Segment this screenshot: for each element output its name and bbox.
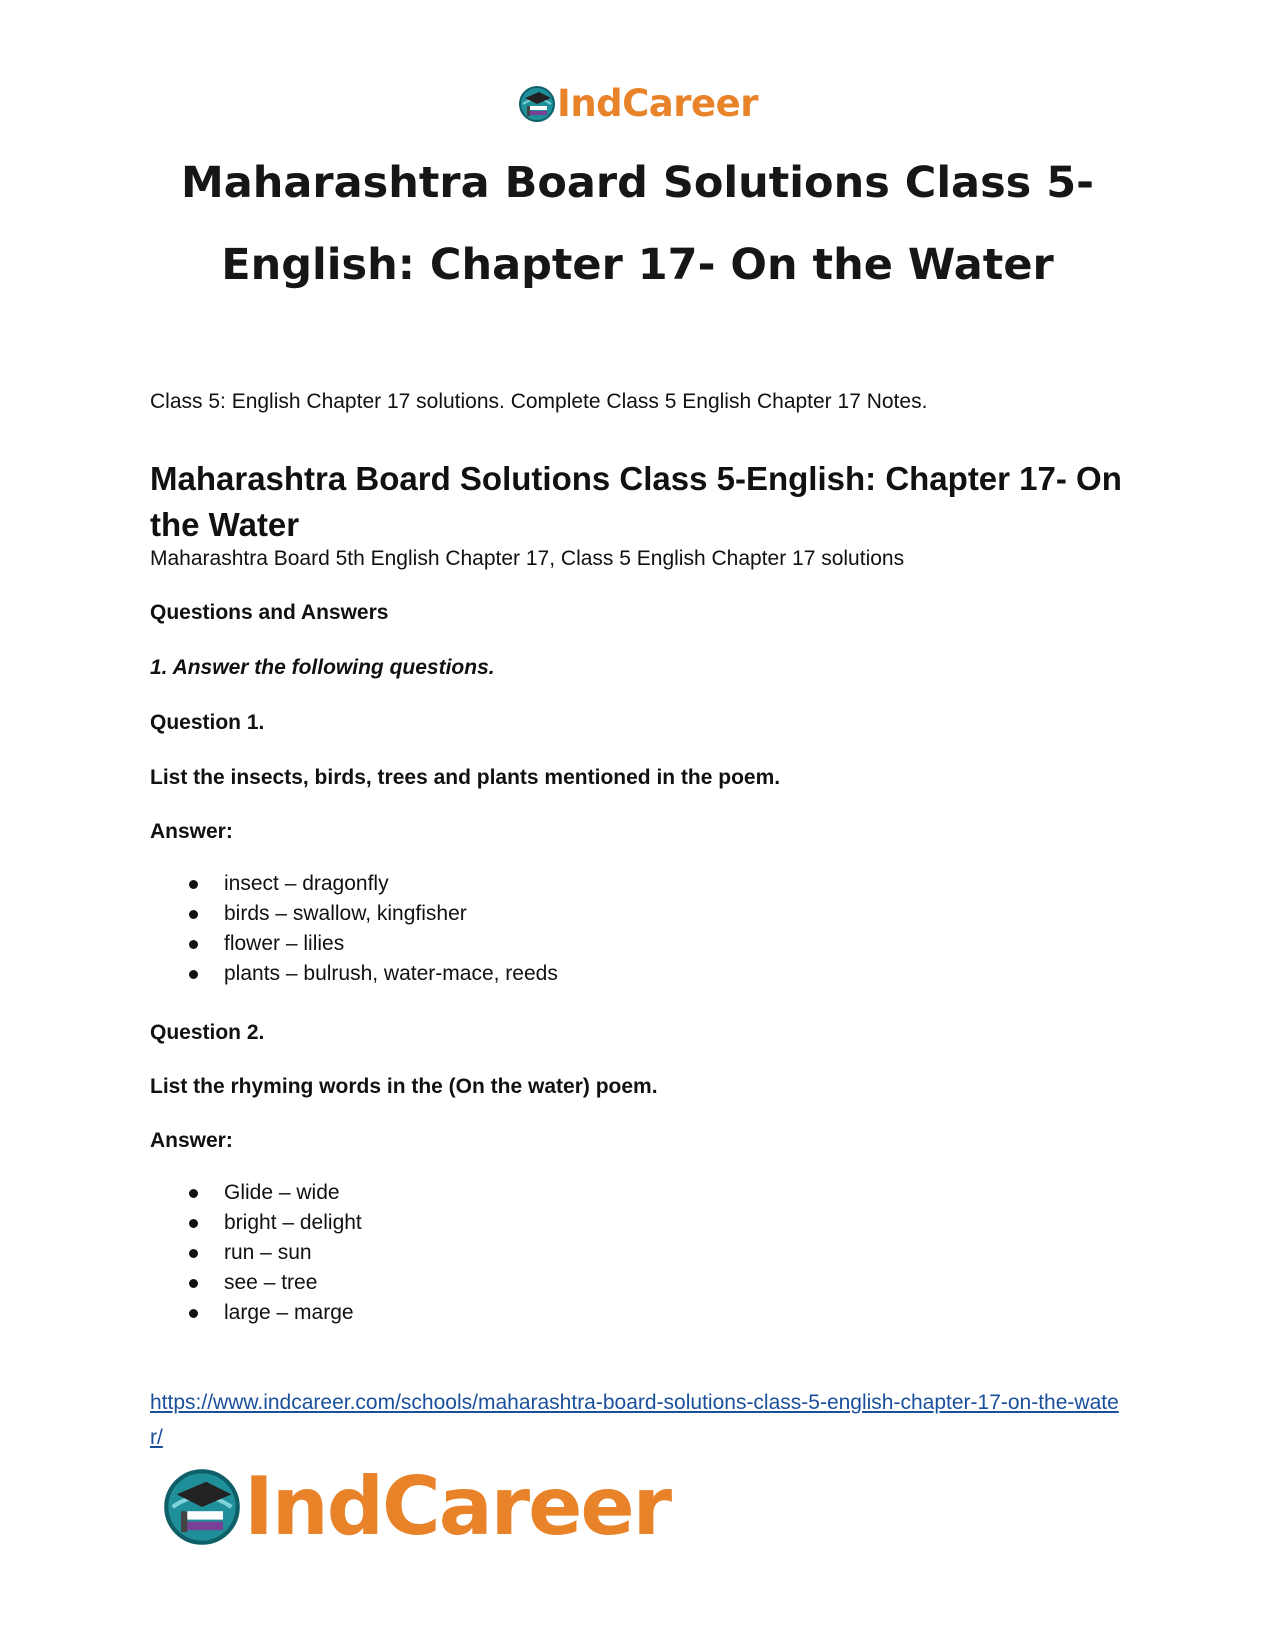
intro-text: Class 5: English Chapter 17 solutions. Complete Class 5 English Chapter 17 Notes.: [150, 390, 928, 413]
answer-1-list: [186, 869, 558, 989]
list-item: plants – bulrush, water-mace, reeds: [186, 959, 558, 989]
graduation-globe-icon: [160, 1465, 244, 1549]
qa-heading: Questions and Answers: [150, 601, 389, 624]
exercise-heading: 1. Answer the following questions.: [150, 656, 495, 679]
list-item: birds – swallow, kingfisher: [186, 899, 558, 929]
logo-text: IndCareer: [244, 1460, 671, 1553]
logo-text: IndCareer: [557, 82, 758, 125]
question-2-label: Question 2.: [150, 1021, 265, 1044]
list-item: see – tree: [186, 1268, 362, 1298]
answer-2-label: Answer:: [150, 1129, 233, 1152]
list-item: flower – lilies: [186, 929, 558, 959]
question-2-text: List the rhyming words in the (On the water) poem.: [150, 1075, 658, 1098]
list-item: insect – dragonfly: [186, 869, 558, 899]
subtitle-text: Maharashtra Board 5th English Chapter 17, Class 5 English Chapter 17 solutions: [150, 547, 905, 570]
list-item: run – sun: [186, 1238, 362, 1268]
footer-logo: [160, 1460, 670, 1553]
section-heading: Maharashtra Board Solutions Class 5-English: Chapter 17- On the Water: [150, 460, 1122, 543]
answer-2-list: [186, 1178, 362, 1328]
list-item: large – marge: [186, 1298, 362, 1328]
question-1-text: List the insects, birds, trees and plants mentioned in the poem.: [150, 766, 781, 789]
page-title: Maharashtra Board Solutions Class 5-English: Chapter 17- On the Water: [180, 158, 1094, 290]
graduation-globe-icon: [517, 84, 557, 124]
list-item: Glide – wide: [186, 1178, 362, 1208]
source-link[interactable]: https://www.indcareer.com/schools/maharashtra-board-solutions-class-5-english-chapter-17-on-the-water/: [150, 1391, 1119, 1449]
answer-1-label: Answer:: [150, 820, 233, 843]
list-item: bright – delight: [186, 1208, 362, 1238]
header-logo: [0, 82, 1275, 125]
question-1-label: Question 1.: [150, 711, 265, 734]
